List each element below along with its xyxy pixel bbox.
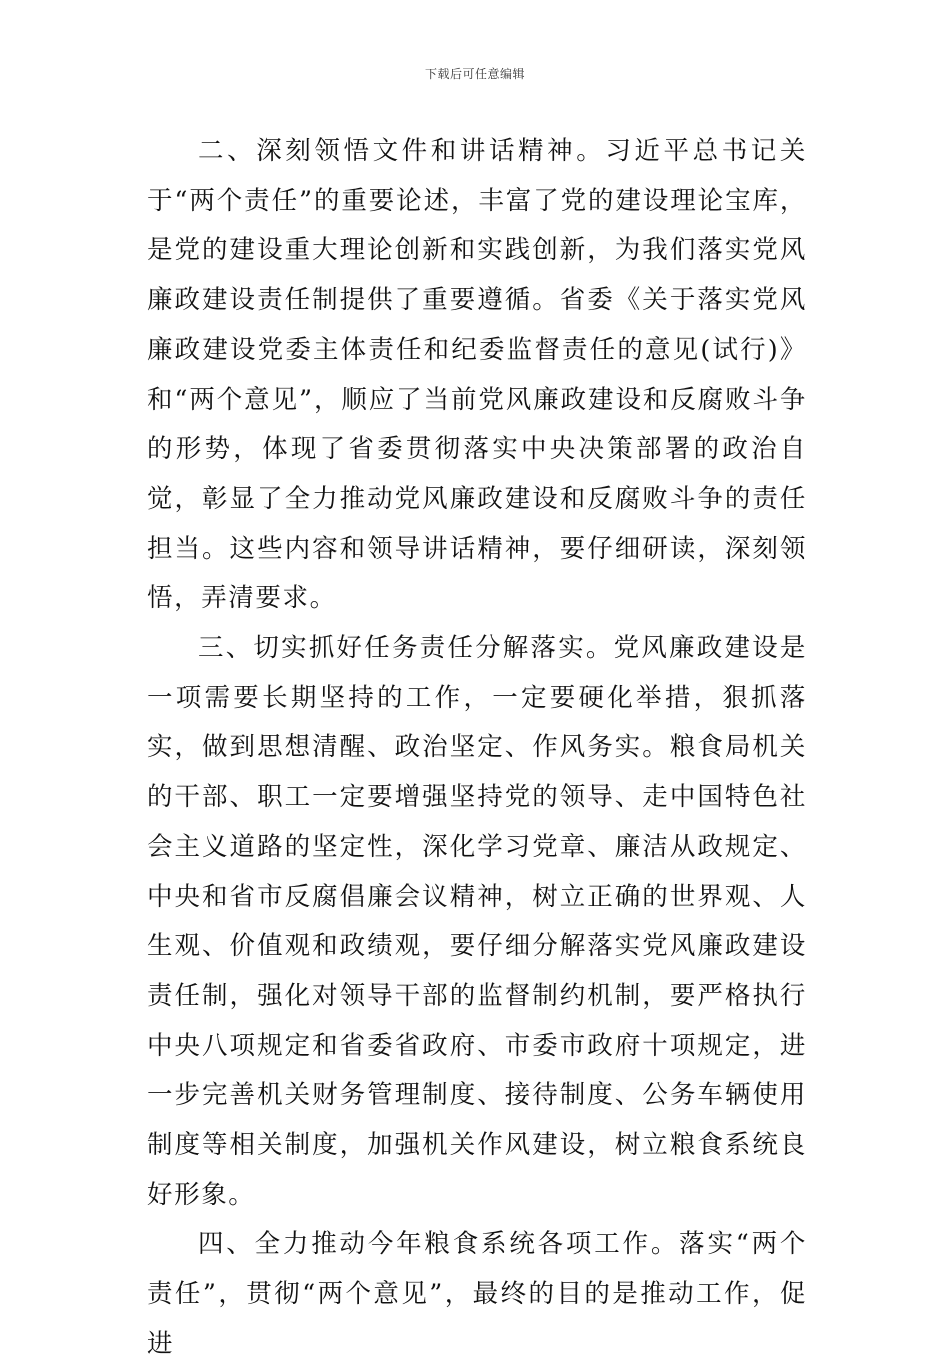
paragraph-3: 三、切实抓好任务责任分解落实。党风廉政建设是一项需要长期坚持的工作，一定要硬化举措，狠抓落实，做到思想清醒、政治坚定、作风务实。粮食局机关的干部、职工一定要增强坚持党的领导、走中国特色社会主义道路的坚定性，深化学习党章、廉洁从政规定、中央和省市反腐倡廉会议精神，树立正确的世界观、人生观、价值观和政绩观，要仔细分解落实党风廉政建设责任制，强化对领导干部的监督制约机制，要严格执行中央八项规定和省委省政府、市委市政府十项规定，进一步完善机关财务管理制度、接待制度、公务车辆使用制度等相关制度，加强机关作风建设，树立粮食系统良好形象。 [147, 633, 807, 1210]
paragraph-4: 四、全力推动今年粮食系统各项工作。落实“两个责任”，贯彻“两个意见”，最终的目的是推动工作，促进 [147, 1229, 807, 1359]
document-body [147, 127, 807, 1370]
page-header-note: 下载后可任意编辑 [424, 67, 525, 81]
paragraph-2: 二、深刻领悟文件和讲话精神。习近平总书记关于“两个责任”的重要论述，丰富了党的建设理论宝库，是党的建设重大理论创新和实践创新，为我们落实党风廉政建设责任制提供了重要遵循。省委《关于落实党风廉政建设党委主体责任和纪委监督责任的意见(试行)》和“两个意见”，顺应了当前党风廉政建设和反腐败斗争的形势，体现了省委贯彻落实中央决策部署的政治自觉，彰显了全力推动党风廉政建设和反腐败斗争的责任担当。这些内容和领导讲话精神，要仔细研读，深刻领悟，弄清要求。 [147, 136, 807, 614]
